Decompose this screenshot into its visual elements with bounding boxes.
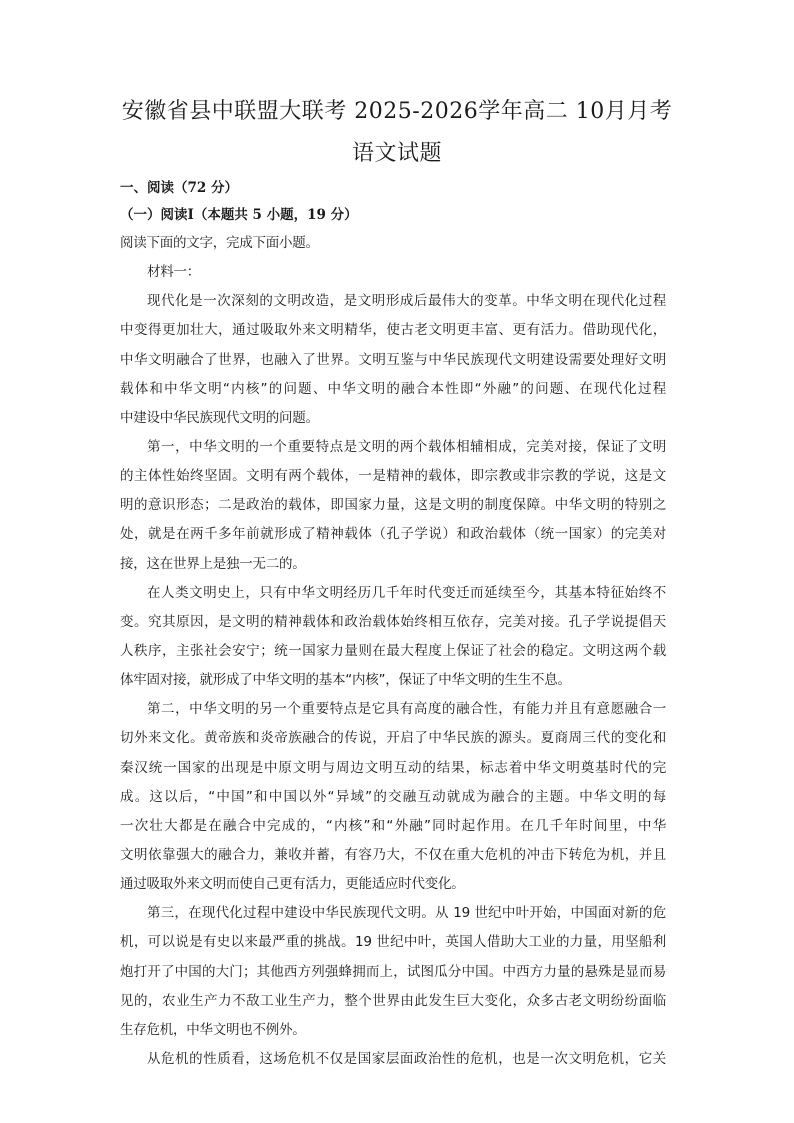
- passage-line: 中华文明融合了世界，也融入了世界。文明互鉴与中华民族现代文明建设需要处理好文明: [120, 351, 666, 368]
- passage-body: [120, 229, 666, 1074]
- passage-line: 通过吸取外来文明而使自己更有活力，更能适应时代变化。: [120, 876, 465, 893]
- passage-line: 第三，在现代化过程中建设中华民族现代文明。从 19 世纪中叶开始，中国面对新的危: [147, 905, 666, 922]
- passage-line: 变。究其原因，是文明的精神载体和政治载体始终相互依存，完美对接。孔子学说提倡天: [120, 613, 666, 630]
- passage-line: 文明依靠强大的融合力，兼收并蓄，有容乃大，不仅在重大危机的冲击下转危为机，并且: [120, 846, 666, 863]
- passage-line: 现代化是一次深刻的文明改造，是文明形成后最伟大的变革。中华文明在现代化过程: [147, 293, 666, 310]
- passage-line: 载体和中华文明“内核”的问题、中华文明的融合本性即“外融”的问题、在现代化过程: [120, 380, 666, 397]
- passage-line: 在人类文明史上，只有中华文明经历几千年时代变迁而延续至今，其基本特征始终不: [147, 584, 666, 601]
- passage-line: 接，这在世界上是独一无二的。: [120, 555, 306, 572]
- exam-title: 安徽省县中联盟大联考 2025-2026学年高二 10月月考: [121, 99, 673, 124]
- passage-line: 成。这以后，“中国”和中国以外“异域”的交融互动就成为融合的主题。中华文明的每: [120, 788, 666, 805]
- passage-line: 的主体性始终坚固。文明有两个载体，一是精神的载体，即宗教或非宗教的学说，这是文: [120, 468, 666, 485]
- exam-subtitle: 语文试题: [351, 141, 442, 166]
- passage-line: 处，就是在两千多年前就形成了精神载体（孔子学说）和政治载体（统一国家）的完美对: [120, 526, 666, 543]
- passage-line: 从危机的性质看，这场危机不仅是国家层面政治性的危机，也是一次文明危机，它关: [147, 1050, 666, 1067]
- passage-line: 明的意识形态；二是政治的载体，即国家力量，这是文明的制度保障。中华文明的特别之: [120, 497, 666, 514]
- passage-line: 见的，农业生产力不敌工业生产力，整个世界由此发生巨大变化，众多古老文明纷纷面临: [120, 992, 666, 1009]
- passage-line: 切外来文化。黄帝族和炎帝族融合的传说，开启了中华民族的源头。夏商周三代的变化和: [120, 730, 666, 747]
- instruction-text: 阅读下面的文字，完成下面小题。: [120, 235, 319, 251]
- passage-line: 中变得更加壮大，通过吸取外来文明精华，使古老文明更丰富、更有活力。借助现代化，: [120, 322, 666, 339]
- passage-line: 人秩序，主张社会安宁；统一国家力量则在最大程度上保证了社会的稳定。文明这两个载: [120, 642, 666, 659]
- section-heading: 一、阅读（72 分）: [120, 180, 238, 196]
- passage-line: 生存危机，中华文明也不例外。: [120, 1021, 306, 1038]
- passage-line: 炮打开了中国的大门；其他西方列强蜂拥而上，试图瓜分中国。中西方力量的悬殊是显而易: [120, 963, 666, 980]
- subsection-heading: （一）阅读Ⅰ（本题共 5 小题，19 分）: [120, 207, 358, 223]
- passage-line: 秦汉统一国家的出现是中原文明与周边文明互动的结果，标志着中华文明奠基时代的完: [120, 759, 666, 776]
- passage-line: 机，可以说是有史以来最严重的挑战。19 世纪中叶，英国人借助大工业的力量，用坚船利: [120, 934, 666, 951]
- passage-line: 第一，中华文明的一个重要特点是文明的两个载体相辅相成，完美对接，保证了文明: [147, 438, 666, 455]
- passage-line: 中建设中华民族现代文明的问题。: [120, 409, 319, 426]
- passage-line: 第二，中华文明的另一个重要特点是它具有高度的融合性，有能力并且有意愿融合一: [147, 701, 666, 718]
- passage-line: 体牢固对接，就形成了中华文明的基本“内核”，保证了中华文明的生生不息。: [120, 672, 571, 689]
- material-label: 材料一：: [147, 264, 200, 281]
- passage-line: 一次壮大都是在融合中完成的，“内核”和“外融”同时起作用。在几千年时间里，中华: [120, 817, 666, 834]
